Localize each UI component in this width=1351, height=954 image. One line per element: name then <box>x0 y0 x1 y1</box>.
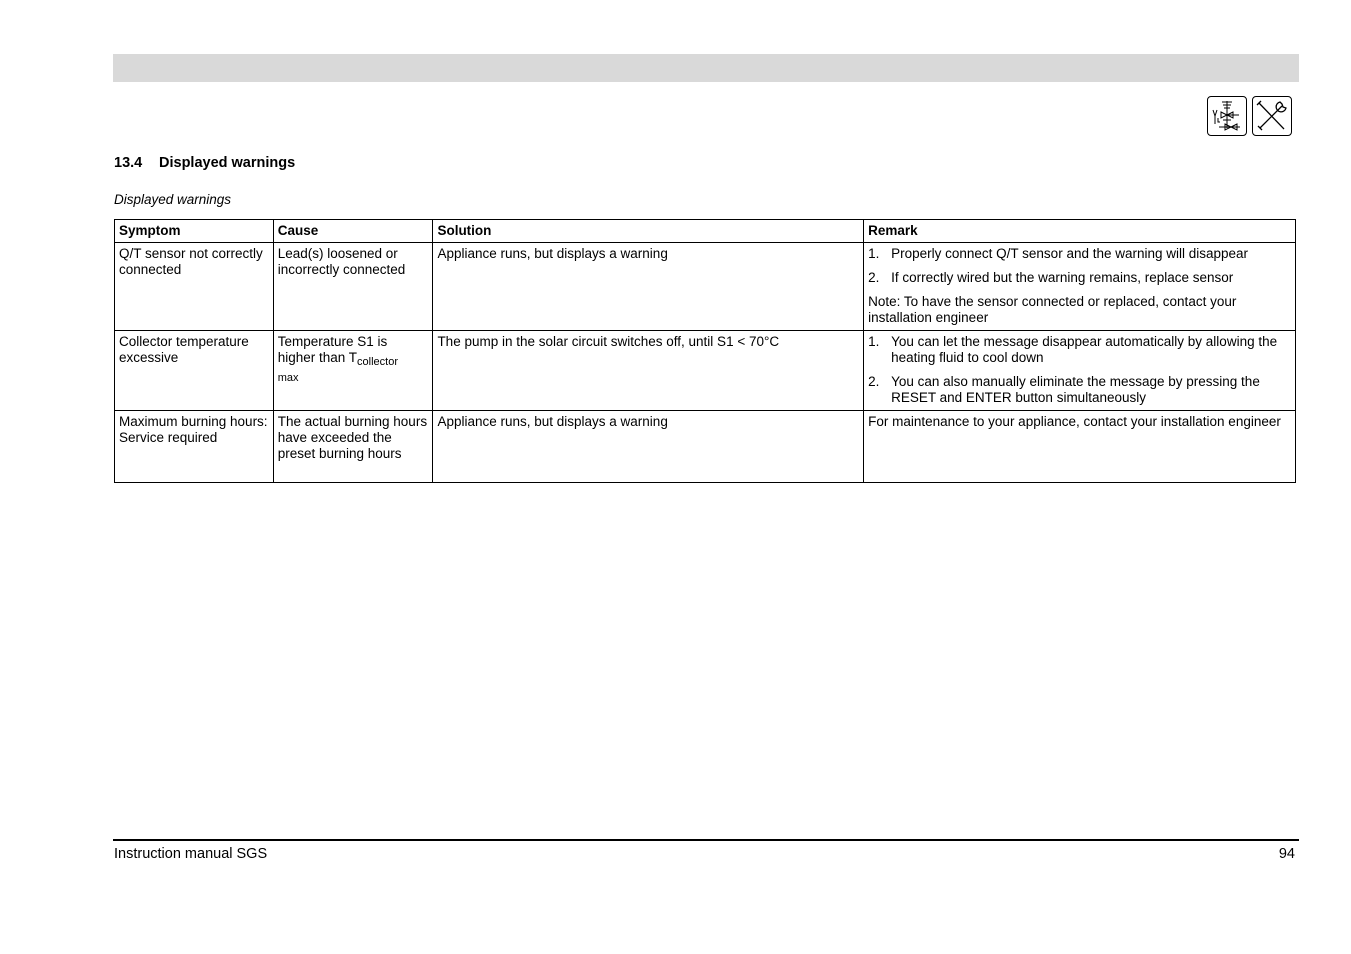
cause-subscript: collector <box>357 356 398 368</box>
list-item <box>868 374 1291 406</box>
section-title <box>114 155 295 171</box>
cell-solution: The pump in the solar circuit switches off, until S1 < 70°C <box>433 331 864 411</box>
table-caption: Displayed warnings <box>114 192 232 207</box>
header-bar <box>113 54 1299 82</box>
cell-remark: For maintenance to your appliance, contact your installation engineer <box>864 411 1296 483</box>
table-header-row <box>115 220 1296 243</box>
list-text: You can let the message disappear automatically by allowing the heating fluid to cool down <box>891 334 1278 365</box>
remark-list <box>868 334 1291 406</box>
cell-remark <box>864 243 1296 331</box>
cell-cause: The actual burning hours have exceeded the preset burning hours <box>273 411 433 483</box>
table-row <box>115 411 1296 483</box>
table-row <box>115 243 1296 331</box>
remark-note: Note: To have the sensor connected or replaced, contact your installation engineer <box>868 294 1237 325</box>
header-solution: Solution <box>433 220 864 243</box>
cell-cause <box>273 331 433 411</box>
header-symptom: Symptom <box>115 220 274 243</box>
warnings-table <box>114 219 1296 483</box>
header-remark: Remark <box>864 220 1296 243</box>
header-icons <box>1207 96 1292 136</box>
list-number: 1. <box>868 334 880 349</box>
list-item <box>868 246 1291 262</box>
list-number: 2. <box>868 270 880 285</box>
cause-subscript-max: max <box>277 372 299 384</box>
section-heading: Displayed warnings <box>159 155 296 171</box>
cell-solution: Appliance runs, but displays a warning <box>433 243 864 331</box>
valve-schematic-icon <box>1207 96 1247 136</box>
remark-list <box>868 246 1291 286</box>
cell-cause: Lead(s) loosened or incorrectly connected <box>273 243 433 331</box>
cell-remark <box>864 331 1296 411</box>
list-item <box>868 270 1291 286</box>
list-text: If correctly wired but the warning remains, replace sensor <box>891 270 1234 285</box>
page-number: 94 <box>1278 846 1295 862</box>
list-item <box>868 334 1291 366</box>
footer-document-title: Instruction manual SGS <box>114 846 268 862</box>
cause-text: Temperature S1 is higher than T <box>277 334 388 365</box>
section-number: 13.4 <box>114 155 143 171</box>
list-number: 2. <box>868 374 880 389</box>
list-text: You can also manually eliminate the message by pressing the RESET and ENTER button simultaneously <box>891 374 1260 405</box>
cell-solution: Appliance runs, but displays a warning <box>433 411 864 483</box>
cell-symptom: Collector temperature excessive <box>115 331 274 411</box>
list-number: 1. <box>868 246 880 261</box>
header-cause: Cause <box>273 220 433 243</box>
list-text: Properly connect Q/T sensor and the warning will disappear <box>891 246 1249 261</box>
table-row <box>115 331 1296 411</box>
cell-symptom: Q/T sensor not correctly connected <box>115 243 274 331</box>
cell-symptom: Maximum burning hours: Service required <box>115 411 274 483</box>
tools-icon <box>1252 96 1292 136</box>
footer-divider <box>113 839 1299 841</box>
